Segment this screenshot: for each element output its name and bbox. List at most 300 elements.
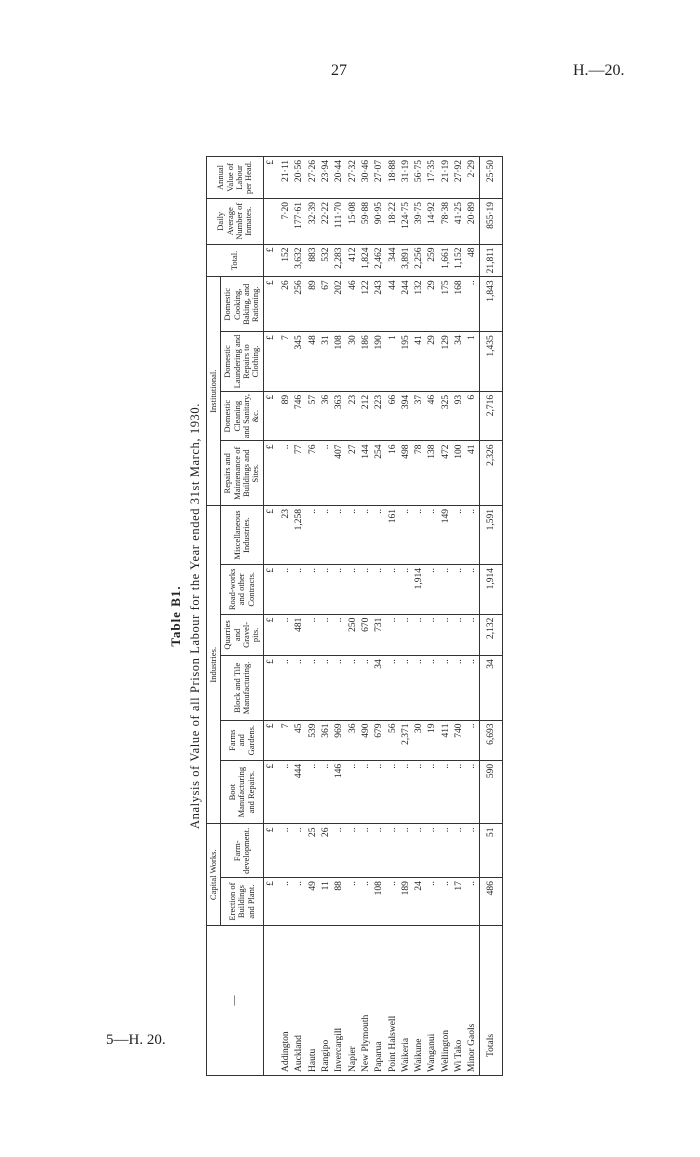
value-cell: .. xyxy=(386,824,399,878)
value-cell: .. xyxy=(346,760,359,824)
table-row xyxy=(293,157,306,1076)
value-cell: 202 xyxy=(333,277,346,332)
value-cell: 15·08 xyxy=(346,198,359,244)
value-cell: .. xyxy=(306,564,319,614)
value-cell: 161 xyxy=(386,506,399,565)
value-cell: 48 xyxy=(306,332,319,392)
value-cell: .. xyxy=(439,564,452,614)
value-cell: 31·19 xyxy=(399,157,412,199)
total-cell: 1,914 xyxy=(480,564,503,614)
value-cell: 22·22 xyxy=(320,198,333,244)
value-cell: 250 xyxy=(346,614,359,656)
value-cell: 18·22 xyxy=(386,198,399,244)
value-cell: 254 xyxy=(373,441,386,506)
value-cell: .. xyxy=(278,824,293,878)
value-cell: 108 xyxy=(333,332,346,392)
value-cell: 48 xyxy=(466,244,480,277)
value-cell: .. xyxy=(306,506,319,565)
row-name-cell xyxy=(413,926,426,1076)
table-row xyxy=(346,157,359,1076)
value-cell: .. xyxy=(346,564,359,614)
value-cell: 21·11 xyxy=(278,157,293,199)
value-cell: .. xyxy=(453,506,466,565)
row-name-cell xyxy=(278,926,293,1076)
value-cell: .. xyxy=(278,656,293,720)
value-cell: .. xyxy=(399,656,412,720)
column-header: Boot Manufacturing and Repairs. xyxy=(221,760,263,824)
value-cell: 969 xyxy=(333,720,346,760)
units-row xyxy=(263,157,278,1076)
value-cell: 149 xyxy=(439,506,452,565)
value-cell: 177·61 xyxy=(293,198,306,244)
value-cell: 39·75 xyxy=(413,198,426,244)
value-cell: .. xyxy=(278,441,293,506)
value-cell: 472 xyxy=(439,441,452,506)
value-cell: 36 xyxy=(320,391,333,441)
value-cell: 44 xyxy=(386,277,399,332)
total-cell: 6,693 xyxy=(480,720,503,760)
value-cell: 679 xyxy=(373,720,386,760)
value-cell: 223 xyxy=(373,391,386,441)
value-cell: .. xyxy=(346,506,359,565)
value-cell: 37 xyxy=(413,391,426,441)
value-cell: 2,371 xyxy=(399,720,412,760)
unit-cell xyxy=(263,198,278,244)
value-cell: .. xyxy=(426,760,439,824)
value-cell: .. xyxy=(466,614,480,656)
value-cell: .. xyxy=(306,656,319,720)
value-cell: 481 xyxy=(293,614,306,656)
value-cell: 77 xyxy=(293,441,306,506)
value-cell: .. xyxy=(413,656,426,720)
row-name-cell xyxy=(439,926,452,1076)
column-header: Annual Value of Labour per Head. xyxy=(207,157,264,199)
table-row xyxy=(453,157,466,1076)
column-header: Domestic Laundering and Repairs to Clothing. xyxy=(221,332,263,392)
value-cell: .. xyxy=(399,614,412,656)
value-cell: .. xyxy=(386,614,399,656)
unit-cell: £ xyxy=(263,564,278,614)
value-cell: 539 xyxy=(306,720,319,760)
value-cell: 532 xyxy=(320,244,333,277)
value-cell: .. xyxy=(453,564,466,614)
footer-reference: 5—H. 20. xyxy=(106,1032,166,1048)
table-row xyxy=(320,157,333,1076)
value-cell: 1,824 xyxy=(360,244,373,277)
total-cell: 1,435 xyxy=(480,332,503,392)
value-cell: 2·29 xyxy=(466,157,480,199)
value-cell: .. xyxy=(333,824,346,878)
value-cell: 20·44 xyxy=(333,157,346,199)
value-cell: 24 xyxy=(413,878,426,926)
value-cell: 23 xyxy=(278,506,293,565)
value-cell: .. xyxy=(466,564,480,614)
value-cell: 23·94 xyxy=(320,157,333,199)
table-body xyxy=(263,157,502,1076)
value-cell: 57 xyxy=(306,391,319,441)
value-cell: .. xyxy=(333,564,346,614)
value-cell: 56·75 xyxy=(413,157,426,199)
value-cell: 32·39 xyxy=(306,198,319,244)
value-cell: .. xyxy=(426,506,439,565)
value-cell: .. xyxy=(320,656,333,720)
value-cell: 67 xyxy=(320,277,333,332)
table-row xyxy=(333,157,346,1076)
value-cell: .. xyxy=(333,614,346,656)
unit-cell: £ xyxy=(263,244,278,277)
value-cell: .. xyxy=(386,760,399,824)
unit-cell: £ xyxy=(263,157,278,199)
total-cell: 590 xyxy=(480,760,503,824)
value-cell: 444 xyxy=(293,760,306,824)
value-cell: .. xyxy=(320,441,333,506)
row-name: Auckland xyxy=(294,1035,305,1072)
value-cell: 363 xyxy=(333,391,346,441)
unit-cell: £ xyxy=(263,824,278,878)
value-cell: 195 xyxy=(399,332,412,392)
value-cell: 6 xyxy=(466,391,480,441)
row-name: Paparua xyxy=(374,1041,385,1072)
value-cell: 244 xyxy=(399,277,412,332)
value-cell: .. xyxy=(466,824,480,878)
value-cell: 78 xyxy=(413,441,426,506)
value-cell: .. xyxy=(399,824,412,878)
value-cell: .. xyxy=(373,564,386,614)
value-cell: 59·88 xyxy=(360,198,373,244)
table-row xyxy=(360,157,373,1076)
value-cell: .. xyxy=(466,506,480,565)
value-cell: 256 xyxy=(293,277,306,332)
value-cell: 16 xyxy=(386,441,399,506)
table-title: Analysis of Value of all Prison Labour for the Year ended 31st March, 1930. xyxy=(188,403,202,829)
value-cell: .. xyxy=(386,564,399,614)
value-cell: .. xyxy=(386,656,399,720)
value-cell: 740 xyxy=(453,720,466,760)
unit-cell: £ xyxy=(263,277,278,332)
row-name-cell xyxy=(346,926,359,1076)
value-cell: 412 xyxy=(346,244,359,277)
unit-cell: £ xyxy=(263,878,278,926)
value-cell: .. xyxy=(399,564,412,614)
value-cell: .. xyxy=(426,878,439,926)
column-header: Miscellaneous Industries. xyxy=(221,506,263,565)
value-cell: 27·92 xyxy=(453,157,466,199)
value-cell: 21·19 xyxy=(439,157,452,199)
value-cell: 7 xyxy=(278,720,293,760)
value-cell: 66 xyxy=(386,391,399,441)
value-cell: .. xyxy=(320,564,333,614)
value-cell: 108 xyxy=(373,878,386,926)
value-cell: .. xyxy=(320,506,333,565)
unit-cell: £ xyxy=(263,332,278,392)
value-cell: .. xyxy=(278,878,293,926)
value-cell: 132 xyxy=(413,277,426,332)
total-cell: 1,843 xyxy=(480,277,503,332)
value-cell: .. xyxy=(439,760,452,824)
value-cell: 17 xyxy=(453,878,466,926)
value-cell: 20·89 xyxy=(466,198,480,244)
row-name-cell xyxy=(453,926,466,1076)
value-cell: .. xyxy=(466,656,480,720)
column-header: Repairs and Maintenance of Buildings and Sites. xyxy=(221,441,263,506)
value-cell: 26 xyxy=(278,277,293,332)
total-cell: 25·50 xyxy=(480,157,503,199)
row-name-cell xyxy=(466,926,480,1076)
value-cell: 325 xyxy=(439,391,452,441)
total-cell: 2,132 xyxy=(480,614,503,656)
unit-cell: £ xyxy=(263,391,278,441)
value-cell: .. xyxy=(453,656,466,720)
value-cell: 2,256 xyxy=(413,244,426,277)
value-cell: 76 xyxy=(306,441,319,506)
total-cell: 51 xyxy=(480,824,503,878)
row-name-cell xyxy=(333,926,346,1076)
value-cell: .. xyxy=(360,878,373,926)
row-name-cell xyxy=(373,926,386,1076)
unit-cell: £ xyxy=(263,720,278,760)
value-cell: 3,891 xyxy=(399,244,412,277)
row-name-cell xyxy=(426,926,439,1076)
value-cell: 3,632 xyxy=(293,244,306,277)
row-name: Addington xyxy=(281,1031,292,1072)
value-cell: 152 xyxy=(278,244,293,277)
value-cell: 122 xyxy=(360,277,373,332)
total-cell: 2,326 xyxy=(480,441,503,506)
value-cell: .. xyxy=(399,760,412,824)
value-cell: .. xyxy=(439,656,452,720)
value-cell: .. xyxy=(293,878,306,926)
value-cell: 45 xyxy=(293,720,306,760)
rotated-table-block xyxy=(168,156,678,1076)
value-cell: 17·35 xyxy=(426,157,439,199)
total-cell: 34 xyxy=(480,656,503,720)
value-cell: .. xyxy=(360,564,373,614)
value-cell: 11 xyxy=(320,878,333,926)
value-cell: 89 xyxy=(278,391,293,441)
value-cell: 30·46 xyxy=(360,157,373,199)
value-cell: 345 xyxy=(293,332,306,392)
value-cell: 7·20 xyxy=(278,198,293,244)
value-cell: 78·38 xyxy=(439,198,452,244)
value-cell: 34 xyxy=(373,656,386,720)
value-cell: 90·95 xyxy=(373,198,386,244)
value-cell: 1,661 xyxy=(439,244,452,277)
column-header: Total. xyxy=(207,244,264,277)
column-header: Domestic Cooking, Baking, and Rationing. xyxy=(221,277,263,332)
value-cell: .. xyxy=(426,614,439,656)
page-number: 27 xyxy=(331,62,347,79)
table-row xyxy=(426,157,439,1076)
row-name-cell xyxy=(320,926,333,1076)
value-cell: .. xyxy=(320,760,333,824)
value-cell: .. xyxy=(373,824,386,878)
total-cell: 2,716 xyxy=(480,391,503,441)
value-cell: 29 xyxy=(426,332,439,392)
value-cell: .. xyxy=(333,506,346,565)
value-cell: 490 xyxy=(360,720,373,760)
value-cell: 27·32 xyxy=(346,157,359,199)
value-cell: .. xyxy=(360,760,373,824)
value-cell: 30 xyxy=(346,332,359,392)
value-cell: .. xyxy=(466,760,480,824)
value-cell: 2,283 xyxy=(333,244,346,277)
unit-cell: £ xyxy=(263,506,278,565)
value-cell: .. xyxy=(293,656,306,720)
table-row xyxy=(413,157,426,1076)
value-cell: 46 xyxy=(426,391,439,441)
column-header: Farm-development. xyxy=(221,824,263,878)
row-name-cell xyxy=(399,926,412,1076)
total-cell: 855·19 xyxy=(480,198,503,244)
value-cell: 670 xyxy=(360,614,373,656)
value-cell: .. xyxy=(453,824,466,878)
value-cell: 111·70 xyxy=(333,198,346,244)
value-cell: 361 xyxy=(320,720,333,760)
value-cell: 129 xyxy=(439,332,452,392)
row-name: Napier xyxy=(347,1046,358,1072)
value-cell: 7 xyxy=(278,332,293,392)
table-row xyxy=(399,157,412,1076)
value-cell: 41 xyxy=(413,332,426,392)
value-cell: 23 xyxy=(346,391,359,441)
value-cell: .. xyxy=(346,824,359,878)
unit-cell: £ xyxy=(263,656,278,720)
row-name-cell xyxy=(293,926,306,1076)
value-cell: .. xyxy=(439,878,452,926)
value-cell: 146 xyxy=(333,760,346,824)
value-cell: .. xyxy=(413,614,426,656)
value-cell: .. xyxy=(293,824,306,878)
value-cell: 189 xyxy=(399,878,412,926)
value-cell: 407 xyxy=(333,441,346,506)
value-cell: 27·26 xyxy=(306,157,319,199)
value-cell: .. xyxy=(360,506,373,565)
value-cell: .. xyxy=(333,656,346,720)
value-cell: .. xyxy=(306,760,319,824)
total-cell: 1,591 xyxy=(480,506,503,565)
row-name: Waikeria xyxy=(400,1037,411,1072)
value-cell: 883 xyxy=(306,244,319,277)
column-header: Erection of Buildings and Plant. xyxy=(221,878,263,926)
value-cell: 27·07 xyxy=(373,157,386,199)
value-cell: 1,914 xyxy=(413,564,426,614)
capital-works-header: Capital Works. xyxy=(207,824,221,926)
column-header: Domestic Cleaning and Sanitary, &c. xyxy=(221,391,263,441)
value-cell: .. xyxy=(306,614,319,656)
value-cell: 29 xyxy=(426,277,439,332)
column-header: Farms and Gardens. xyxy=(221,720,263,760)
value-cell: 498 xyxy=(399,441,412,506)
value-cell: 19 xyxy=(426,720,439,760)
name-column-header: — xyxy=(207,926,264,1076)
industries-header: Industries. xyxy=(207,506,221,824)
row-name-cell xyxy=(360,926,373,1076)
total-cell: 486 xyxy=(480,878,503,926)
value-cell: 411 xyxy=(439,720,452,760)
value-cell: .. xyxy=(278,564,293,614)
row-name: Invercargill xyxy=(334,1027,345,1072)
value-cell: .. xyxy=(373,760,386,824)
row-name: Wellington xyxy=(440,1030,451,1072)
table-row xyxy=(439,157,452,1076)
value-cell: 2,462 xyxy=(373,244,386,277)
value-cell: 41 xyxy=(466,441,480,506)
value-cell: 26 xyxy=(320,824,333,878)
table-row xyxy=(386,157,399,1076)
value-cell: 731 xyxy=(373,614,386,656)
value-cell: .. xyxy=(426,824,439,878)
row-name: Waikune xyxy=(414,1038,425,1072)
row-name-cell xyxy=(386,926,399,1076)
value-cell: 93 xyxy=(453,391,466,441)
value-cell: 186 xyxy=(360,332,373,392)
value-cell: .. xyxy=(413,824,426,878)
value-cell: .. xyxy=(413,506,426,565)
value-cell: 1 xyxy=(386,332,399,392)
value-cell: 175 xyxy=(439,277,452,332)
value-cell: 31 xyxy=(320,332,333,392)
value-cell: .. xyxy=(439,614,452,656)
table-row xyxy=(373,157,386,1076)
value-cell: 190 xyxy=(373,332,386,392)
value-cell: .. xyxy=(426,564,439,614)
row-name: Wi Tako xyxy=(454,1039,464,1072)
value-cell: 41·25 xyxy=(453,198,466,244)
value-cell: 88 xyxy=(333,878,346,926)
value-cell: .. xyxy=(453,760,466,824)
value-cell: 30 xyxy=(413,720,426,760)
value-cell: 1,152 xyxy=(453,244,466,277)
value-cell: .. xyxy=(453,614,466,656)
value-cell: 100 xyxy=(453,441,466,506)
unit-cell: £ xyxy=(263,614,278,656)
value-cell: .. xyxy=(346,656,359,720)
unit-cell: £ xyxy=(263,441,278,506)
value-cell: .. xyxy=(466,878,480,926)
value-cell: .. xyxy=(466,720,480,760)
total-cell: 21,811 xyxy=(480,244,503,277)
value-cell: 18·88 xyxy=(386,157,399,199)
table-name: Table B1. xyxy=(168,585,183,647)
table-row xyxy=(278,157,293,1076)
value-cell: 259 xyxy=(426,244,439,277)
value-cell: 49 xyxy=(306,878,319,926)
value-cell: .. xyxy=(373,506,386,565)
units-row-label xyxy=(263,926,278,1076)
value-cell: 168 xyxy=(453,277,466,332)
prison-labour-table xyxy=(206,156,503,1076)
value-cell: 394 xyxy=(399,391,412,441)
value-cell: 144 xyxy=(360,441,373,506)
row-name-cell xyxy=(306,926,319,1076)
row-name: Hautu xyxy=(307,1048,318,1072)
value-cell: .. xyxy=(278,614,293,656)
value-cell: .. xyxy=(278,760,293,824)
value-cell: 36 xyxy=(346,720,359,760)
value-cell: .. xyxy=(426,656,439,720)
column-header: Block and Tile Manufacturing. xyxy=(221,656,263,720)
value-cell: .. xyxy=(360,824,373,878)
value-cell: 124·75 xyxy=(399,198,412,244)
value-cell: .. xyxy=(466,277,480,332)
value-cell: 746 xyxy=(293,391,306,441)
value-cell: 27 xyxy=(346,441,359,506)
value-cell: 46 xyxy=(346,277,359,332)
table-row xyxy=(466,157,480,1076)
value-cell: 56 xyxy=(386,720,399,760)
institutional-header: Institutional. xyxy=(207,277,221,506)
column-header: Daily Average Number of Inmates. xyxy=(207,198,264,244)
